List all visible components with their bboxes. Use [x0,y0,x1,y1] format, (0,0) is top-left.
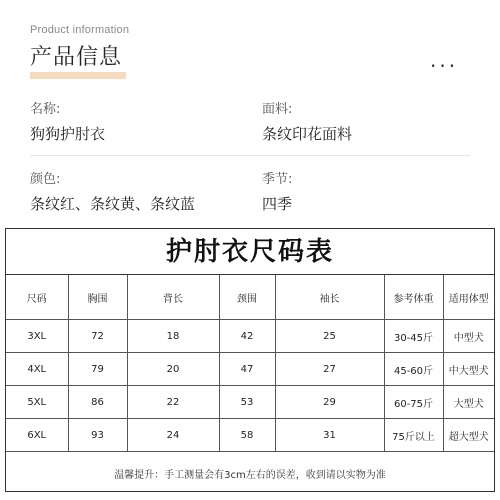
table-cell: 29 [275,386,384,419]
table-row [6,353,494,386]
attr-name-value: 狗狗护肘衣 [30,125,106,143]
column-header: 参考体重 [384,275,443,320]
product-info-subtitle: Product information [30,24,130,36]
table-row [6,386,494,419]
table-cell: 3XL [6,320,68,353]
attr-season-value: 四季 [262,195,293,213]
table-cell: 72 [68,320,127,353]
table-cell: 60-75斤 [384,386,443,419]
table-cell: 93 [68,419,127,452]
table-cell: 4XL [6,353,68,386]
column-header: 尺码 [6,275,68,320]
attr-season-label: 季节: [262,172,293,187]
table-cell: 45-60斤 [384,353,443,386]
table-cell: 24 [127,419,219,452]
attr-color [30,168,195,214]
column-header: 颈围 [219,275,275,320]
table-cell: 75斤以上 [384,419,443,452]
table-cell: 58 [219,419,275,452]
table-cell: 79 [68,353,127,386]
column-header: 袖长 [275,275,384,320]
table-cell: 中型犬 [443,320,494,353]
attr-fabric-label: 面料: [262,102,293,117]
column-header: 胸围 [68,275,127,320]
table-cell: 47 [219,353,275,386]
column-header: 适用体型 [443,275,494,320]
table-header-row [6,275,494,320]
table-cell: 中大型犬 [443,353,494,386]
table-cell: 42 [219,320,275,353]
table-cell: 6XL [6,419,68,452]
attr-fabric-value: 条纹印花面料 [262,125,353,143]
table-cell: 30-45斤 [384,320,443,353]
table-row [6,419,494,452]
size-table [6,275,494,452]
table-cell: 18 [127,320,219,353]
table-row [6,320,494,353]
table-cell: 86 [68,386,127,419]
title-highlight [30,72,126,79]
attr-fabric [262,98,352,144]
size-chart-title: 护肘衣尺码表 [6,229,494,275]
table-cell: 5XL [6,386,68,419]
page-title: 产品信息 [30,45,123,70]
table-cell: 大型犬 [443,386,494,419]
table-cell: 20 [127,353,219,386]
more-options-icon[interactable]: ... [430,48,459,72]
attr-color-label: 颜色: [30,172,61,187]
attr-season [262,168,292,214]
table-cell: 31 [275,419,384,452]
table-cell: 53 [219,386,275,419]
column-header: 背长 [127,275,219,320]
attr-name-label: 名称: [30,102,61,117]
divider [30,155,470,156]
table-cell: 25 [275,320,384,353]
attr-color-value: 条纹红、条纹黄、条纹蓝 [30,195,196,213]
size-chart [5,228,495,492]
table-cell: 超大型犬 [443,419,494,452]
table-cell: 22 [127,386,219,419]
size-chart-note: 温馨提升：手工测量会有3cm左右的误差，收到请以实物为准 [114,470,386,481]
table-cell: 27 [275,353,384,386]
attr-name [30,98,105,144]
